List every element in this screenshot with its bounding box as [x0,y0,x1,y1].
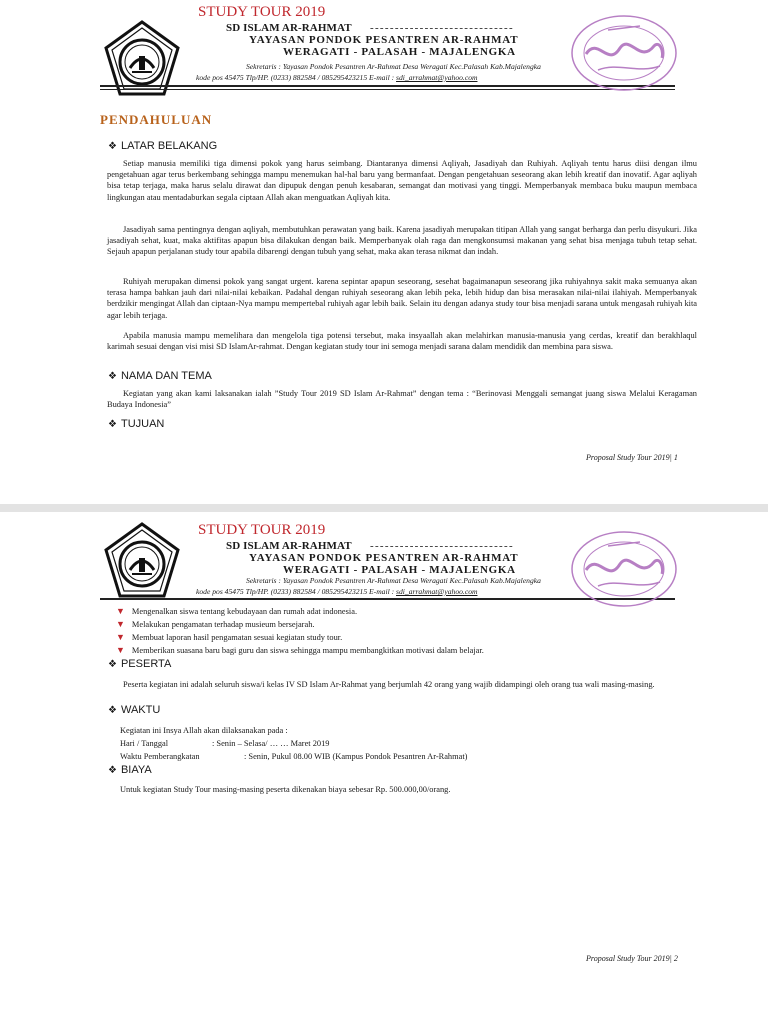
header-school-name: SD ISLAM AR-RAHMAT [226,22,352,34]
hari-value: : Senin – Selasa/ … … Maret 2019 [212,739,330,748]
document-page-2 [0,512,768,1024]
list-item: ▼ Melakukan pengamatan terhadap musieum bersejarah. [116,619,315,629]
page-footer: Proposal Study Tour 2019| 2 [586,954,678,963]
paragraph-nama-tema: Kegiatan yang akan kami laksanakan ialah ”Study Tour 2019 SD Islam Ar-Rahmat” dengan tema : “Berinovasi Menggali semangat juang siswa Melalui Keragaman Budaya Indonesia” [107,389,697,410]
arrow-bullet-icon: ▼ [116,606,125,616]
header-dashes: ----------------------------- [370,22,514,34]
arrow-bullet-icon: ▼ [116,645,125,655]
diamond-bullet-icon: ❖ [108,419,117,430]
diamond-bullet-icon: ❖ [108,371,117,382]
paragraph-peserta: Peserta kegiatan ini adalah seluruh siswa/i kelas IV SD Islam Ar-Rahmat yang berjumlah 42 orang yang wajib didampingi oleh orang tua wali masing-masing. [123,680,655,689]
header-email[interactable]: sdi_arrahmat@yahoo.com [396,587,478,596]
section-nama-dan-tema: ❖ NAMA DAN TEMA [108,370,212,382]
section-tujuan: ❖ TUJUAN [108,418,165,430]
school-stamp-icon [568,12,680,94]
arrow-bullet-icon: ▼ [116,632,125,642]
page-heading: PENDAHULUAN [100,112,213,127]
header-dashes: ----------------------------- [370,540,514,552]
list-item: ▼ Membuat laporan hasil pengamatan sesuai kegiatan study tour. [116,632,343,642]
arrow-bullet-icon: ▼ [116,619,125,629]
diamond-bullet-icon: ❖ [108,705,117,716]
section-biaya: ❖ BIAYA [108,764,152,776]
header-school-name: SD ISLAM AR-RAHMAT [226,540,352,552]
paragraph-biaya: Untuk kegiatan Study Tour masing-masing peserta dikenakan biaya sebesar Rp. 500.000,00/orang. [120,785,451,794]
header-location: WERAGATI - PALASAH - MAJALENGKA [283,46,516,58]
school-logo-icon [102,522,182,602]
paragraph-aqliyah: Setiap manusia memiliki tiga dimensi pokok yang harus seimbang. Diantaranya dimensi Aqliyah, Jasadiyah dan Ruhiyah. Aqliyah tentu harus diisi dengan ilmu pengetahuan agar terus berkembang sehingga mampu menemukan hal-hal baru yang bermanfaat. Dengan pengetahuan seseorang akan lebih kreatif dan inovatif. Agar aqliyah bisa tetap terjaga, maka harus selalu dirawat dan dipupuk dengan penuh kesabaran, semangat dan motivasi yang tinggi. Memperbanyak membaca buku maupun membaca lingkungan atau mentadaburkan segala ciptaan Allah akan menguatkan Aqliyah kita. [107,159,697,202]
diamond-bullet-icon: ❖ [108,659,117,670]
page-footer: Proposal Study Tour 2019| 1 [586,453,678,462]
section-waktu: ❖ WAKTU [108,704,161,716]
waktu-intro: Kegiatan ini Insya Allah akan dilaksanakan pada : [120,726,288,735]
school-stamp-icon [568,528,680,610]
header-secretariat: Sekretaris : Yayasan Pondok Pesantren Ar-Rahmat Desa Weragati Kec.Palasah Kab.Majalengka [246,62,541,71]
header-contact-text: kode pos 45475 Tlp/HP. (0233) 882584 / 085295423215 E-mail : [196,73,397,82]
header-location: WERAGATI - PALASAH - MAJALENGKA [283,564,516,576]
waktu-label: Waktu Pemberangkatan [120,752,200,761]
diamond-bullet-icon: ❖ [108,141,117,152]
section-latar-belakang: ❖ LATAR BELAKANG [108,140,218,152]
paragraph-jasadiyah: Jasadiyah sama pentingnya dengan aqliyah, membutuhkan perawatan yang baik. Karena jasadiyah merupakan titipan Allah yang sangat berharga dan perlu disyukuri. Jika jasadiyah sehat, kuat, maka aktifitas apapun bisa dilakukan dengan baik. Memperbanyak olah raga dan mengkonsumsi makanan yang sehat bisa menjaga tubuh tetap sehat. Sejauh apapun perjalanan study tour apabila dibarengi dengan tubuh yang sehat, maka akan terasa nikmat dan indah. [107,225,697,257]
header-foundation: YAYASAN PONDOK PESANTREN AR-RAHMAT [249,552,519,564]
header-secretariat: Sekretaris : Yayasan Pondok Pesantren Ar-Rahmat Desa Weragati Kec.Palasah Kab.Majalengka [246,576,541,585]
header-title: STUDY TOUR 2019 [198,4,326,20]
school-logo-icon [102,20,182,100]
hari-label: Hari / Tanggal [120,739,169,748]
letterhead [0,512,768,610]
header-title: STUDY TOUR 2019 [198,522,326,538]
paragraph-penutup: Apabila manusia mampu memelihara dan mengelola tiga potensi tersebut, maka insyaallah akan melahirkan manusia-manusia yang cerdas, kreatif dan berakhlaqul karimah sesuai dengan visi misi SD IslamAr-rahmat. Dengan kegiatan study tour ini semoga menjadi sarana dalam mendidik dan membina para siswa. [107,331,697,352]
list-item: ▼ Memberikan suasana baru bagi guru dan siswa sehingga mampu membangkitkan motivasi dalam belajar. [116,645,484,655]
header-contact [196,587,477,596]
document-page-1 [0,0,768,504]
page-separator [0,504,768,512]
header-email[interactable]: sdi_arrahmat@yahoo.com [396,73,478,82]
paragraph-ruhiyah: Ruhiyah merupakan dimensi pokok yang sangat urgent. karena sepintar apapun seseorang, sesehat bagaimanapun seseorang jika ruhiyahnya sakit maka semuanya akan terasa hampa bahkan jauh dari nilai-nilai kebaikan. Padahal dengan ruhiyah seseorang akan lebih peka, lebih hidup dan bisa merasakan nilai-nilai ilahiyah. Memperbanyak berdzikir mengingat Allah dan ciptaan-Nya mampu mempertebal ruhiyah agar lebih baik. Selain itu dengan adanya study tour bisa menjadi sarana untuk mengasah ruhiyah kita agar lebih terjaga. [107,277,697,320]
letterhead [0,0,768,98]
section-peserta: ❖ PESERTA [108,658,172,670]
diamond-bullet-icon: ❖ [108,765,117,776]
list-item: ▼ Mengenalkan siswa tentang kebudayaan dan rumah adat indonesia. [116,606,358,616]
waktu-value: : Senin, Pukul 08.00 WIB (Kampus Pondok Pesantren Ar-Rahmat) [244,752,468,761]
header-foundation: YAYASAN PONDOK PESANTREN AR-RAHMAT [249,34,519,46]
header-contact [196,73,477,82]
tujuan-list [116,606,484,658]
header-contact-text: kode pos 45475 Tlp/HP. (0233) 882584 / 085295423215 E-mail : [196,587,397,596]
